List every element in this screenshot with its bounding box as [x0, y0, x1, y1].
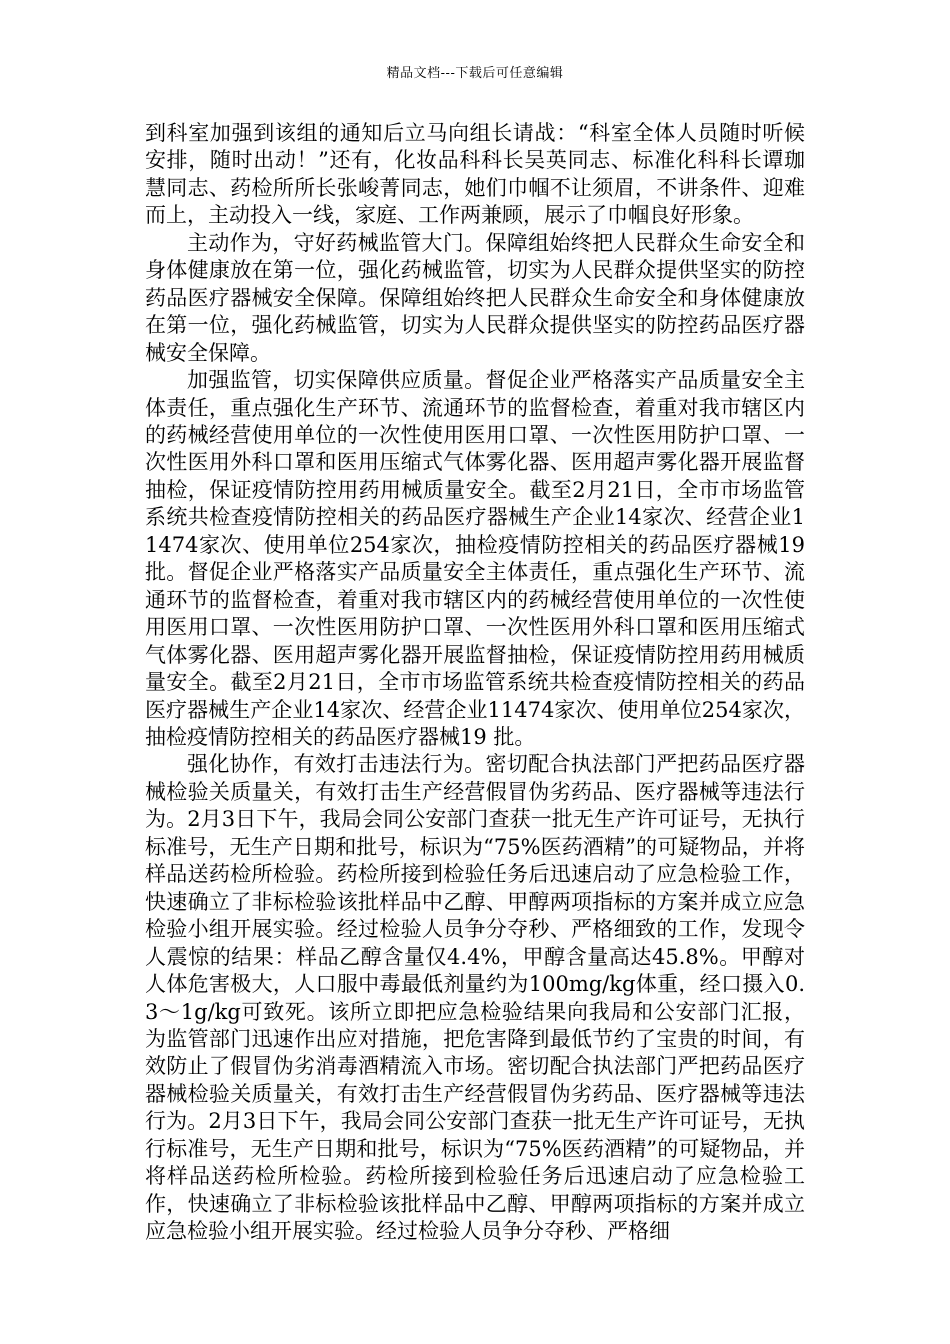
paragraph-strengthen-cooperation: 强化协作，有效打击违法行为。密切配合执法部门严把药品医疗器械检验关质量关，有效打击生产经营假冒伪劣药品、医疗器械等违法行为。2月3日下午，我局会同公安部门查获一批无生产许可证号，无执行标准号，无生产日期和批号，标识为“75%医药酒精”的可疑物品，并将样品送药检所检验。药检所接到检验任务后迅速启动了应急检验工作，快速确立了非标检验该批样品中乙醇、甲醇两项指标的方案并成立应急检验小组开展实验。经过检验人员争分夺秒、严格细致的工作，发现令人震惊的结果：样品乙醇含量仅4.4%，甲醇含量高达45.8%。甲醇对人体危害极大，人口服中毒最低剂量约为100mg/kg体重，经口摄入0.3～1g/kg可致死。该所立即把应急检验结果向我局和公安部门汇报，为监管部门迅速作出应对措施，把危害降到最低节约了宝贵的时间，有效防止了假冒伪劣消毒酒精流入市场。密切配合执法部门严把药品医疗器械检验关质量关，有效打击生产经营假冒伪劣药品、医疗器械等违法行为。2月3日下午，我局会同公安部门查获一批无生产许可证号，无执行标准号，无生产日期和批号，标识为“75%医药酒精”的可疑物品，并将样品送药检所检验。药检所接到检验任务后迅速启动了应急检验工作，快速确立了非标检验该批样品中乙醇、甲醇两项指标的方案并成立应急检验小组开展实验。经过检验人员争分夺秒、严格细	[145, 752, 805, 1244]
paragraph-strengthen-supervision: 加强监管，切实保障供应质量。督促企业严格落实产品质量安全主体责任，重点强化生产环节、流通环节的监督检查，着重对我市辖区内的药械经营使用单位的一次性使用医用口罩、一次性医用防护口罩、一次性医用外科口罩和医用压缩式气体雾化器、医用超声雾化器开展监督抽检，保证疫情防控用药用械质量安全。截至2月21日，全市市场监管系统共检查疫情防控相关的药品医疗器械生产企业14家次、经营企业11474家次、使用单位254家次，抽检疫情防控相关的药品医疗器械19 批。督促企业严格落实产品质量安全主体责任，重点强化生产环节、流通环节的监督检查，着重对我市辖区内的药械经营使用单位的一次性使用医用口罩、一次性医用防护口罩、一次性医用外科口罩和医用压缩式气体雾化器、医用超声雾化器开展监督抽检，保证疫情防控用药用械质量安全。截至2月21日，全市市场监管系统共检查疫情防控相关的药品医疗器械生产企业14家次、经营企业11474家次、使用单位254家次，抽检疫情防控相关的药品医疗器械19 批。	[145, 368, 805, 749]
document-body	[145, 120, 805, 1246]
paragraph-proactive-action: 主动作为，守好药械监管大门。保障组始终把人民群众生命安全和身体健康放在第一位，强化药械监管，切实为人民群众提供坚实的防控药品医疗器械安全保障。保障组始终把人民群众生命安全和身体健康放在第一位，强化药械监管，切实为人民群众提供坚实的防控药品医疗器械安全保障。	[145, 230, 805, 365]
page-header: 精品文档---下载后可任意编辑	[386, 66, 564, 81]
paragraph-continuation: 到科室加强到该组的通知后立马向组长请战：“科室全体人员随时听候安排，随时出动！”还有，化妆品科科长吴英同志、标准化科科长谭珈慧同志、药检所所长张峻菁同志，她们巾帼不让须眉，不讲条件、迎难而上，主动投入一线，家庭、工作两兼顾，展示了巾帼良好形象。	[145, 121, 805, 228]
